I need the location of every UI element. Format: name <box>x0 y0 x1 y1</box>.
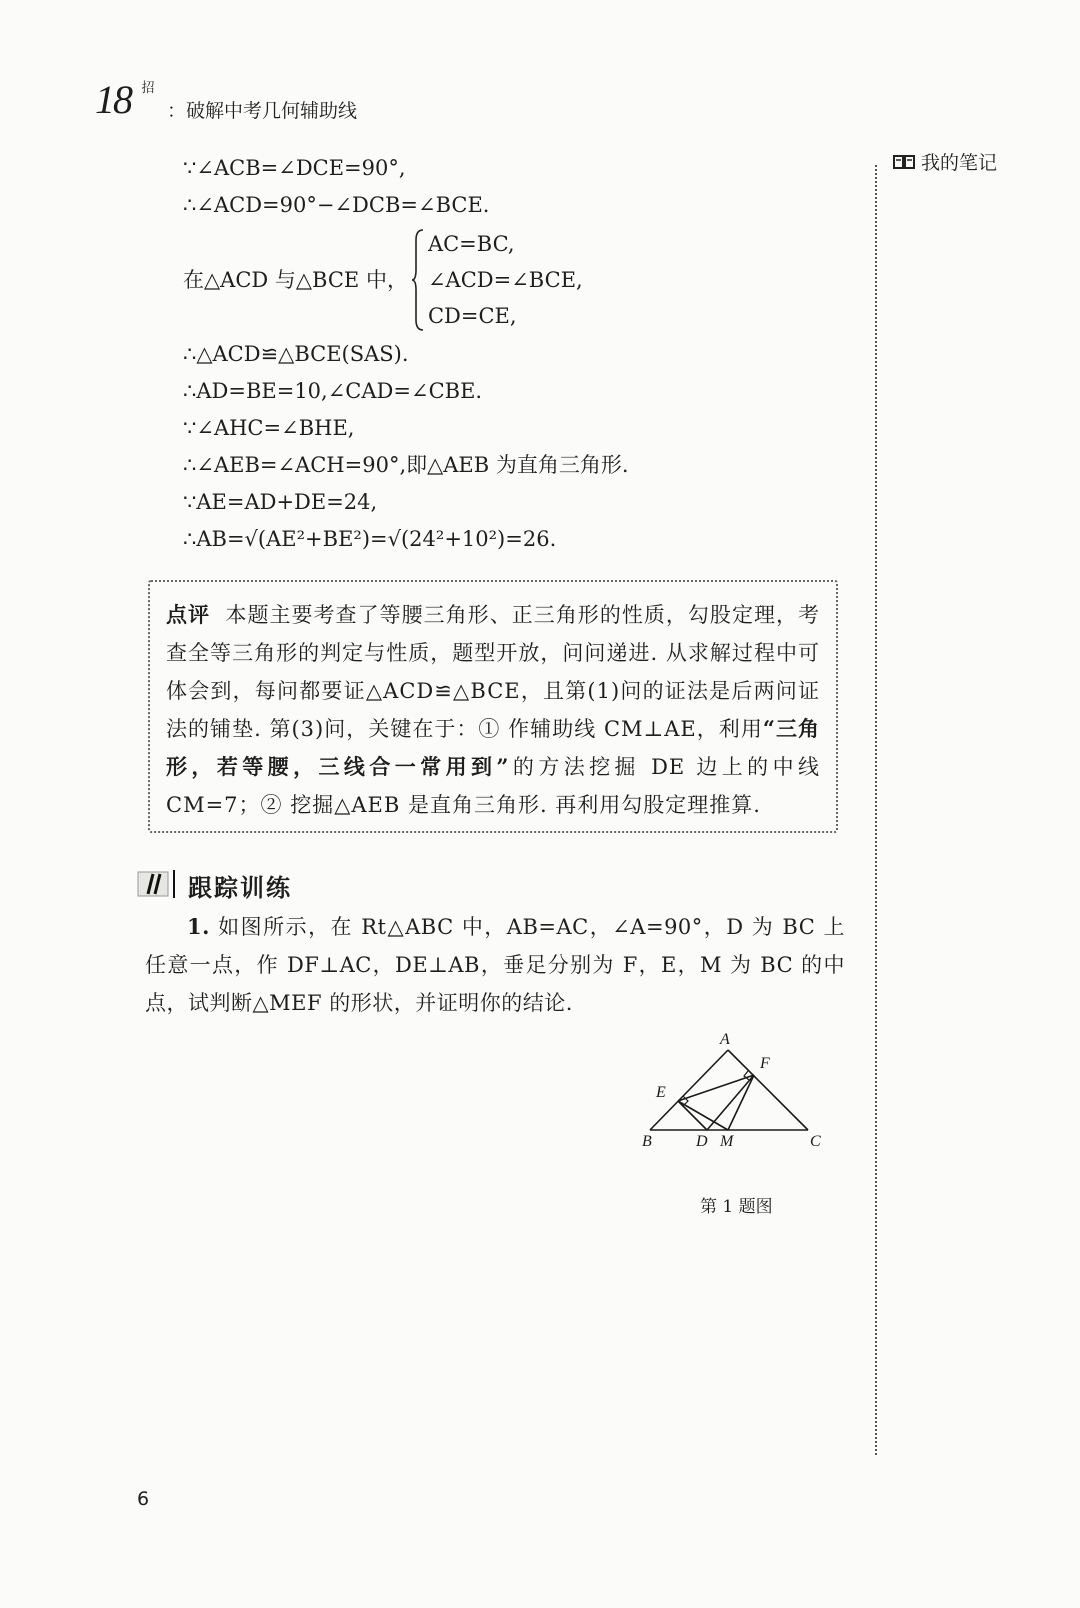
problem-1 <box>145 908 845 1022</box>
page-number: 6 <box>137 1488 150 1510</box>
label-D: D <box>696 1133 708 1150</box>
comment-box <box>148 580 838 833</box>
problem-text: 如图所示，在 Rt△ABC 中，AB=AC，∠A=90°，D 为 BC 上任意一点，作 DF⊥AC，DE⊥AB，垂足分别为 F，E，M 为 BC 的中点，试判断△MEF 的形状，并证明你的结论. <box>145 915 845 1015</box>
system-prefix: 在△ACD 与△BCE 中， <box>183 267 408 292</box>
proof-block <box>183 150 629 558</box>
comment-label: 点评 <box>166 602 211 627</box>
left-brace-icon <box>411 228 425 332</box>
proof-line: ∴△ACD≌△BCE(SAS). <box>183 342 409 366</box>
page-header <box>95 76 455 126</box>
label-C: C <box>810 1133 821 1150</box>
section-title: 跟踪训练 <box>188 874 292 902</box>
proof-line: ∵AE=AD+DE=24, <box>183 490 378 514</box>
equation-system <box>183 226 629 334</box>
label-A: A <box>720 1031 730 1048</box>
header-title: ：破解中考几何辅助线 <box>167 100 358 122</box>
proof-line: ∵∠ACB=∠DCE=90°, <box>183 156 406 180</box>
label-F: F <box>760 1055 770 1072</box>
geometry-figure <box>642 1031 850 1180</box>
label-M: M <box>720 1133 734 1150</box>
proof-line: ∴AB=√(AE²+BE²)=√(24²+10²)=26. <box>183 527 557 551</box>
proof-line: ∵∠AHC=∠BHE, <box>183 416 355 440</box>
comment-text: 本题主要考查了等腰三角形、正三角形的性质，勾股定理，考查全等三角形的判定与性质，题型开放，问问递进. 从求解过程中可体会到，每问都要证△ACD≌△BCE，且第(1)问的证法是后两问证法的铺垫. 第(3)问，关键在于：① 作辅助线 CM⊥AE，利用 <box>166 603 821 741</box>
header-number: 18 <box>95 77 131 122</box>
label-B: B <box>642 1133 652 1150</box>
notes-text: 我的笔记 <box>921 152 998 174</box>
proof-line: ∴AD=BE=10,∠CAD=∠CBE. <box>183 379 483 403</box>
proof-line: ∴∠ACD=90°−∠DCB=∠BCE. <box>183 193 490 217</box>
book-icon <box>893 154 915 170</box>
notes-label <box>893 148 997 175</box>
system-line: CD=CE, <box>427 304 517 328</box>
system-line: ∠ACD=∠BCE, <box>427 268 583 292</box>
header-zhao: 招 <box>141 81 155 96</box>
comment-bold: “三角形，若等腰，三线合一常用到” <box>166 716 820 779</box>
comment-text-2: 的方法挖掘 DE 边上的中线 CM=7；② 挖掘△AEB 是直角三角形. 再利用勾股定理推算. <box>166 755 820 817</box>
proof-line: ∴∠AEB=∠ACH=90°,即△AEB 为直角三角形. <box>183 453 629 477</box>
label-E: E <box>656 1084 666 1101</box>
section-header <box>136 862 336 904</box>
notes-divider <box>875 165 877 1455</box>
pencil-tag-icon <box>136 866 184 900</box>
system-line: AC=BC, <box>427 232 515 256</box>
figure-caption: 第 1 题图 <box>700 1197 773 1217</box>
problem-number: 1. <box>187 914 210 939</box>
